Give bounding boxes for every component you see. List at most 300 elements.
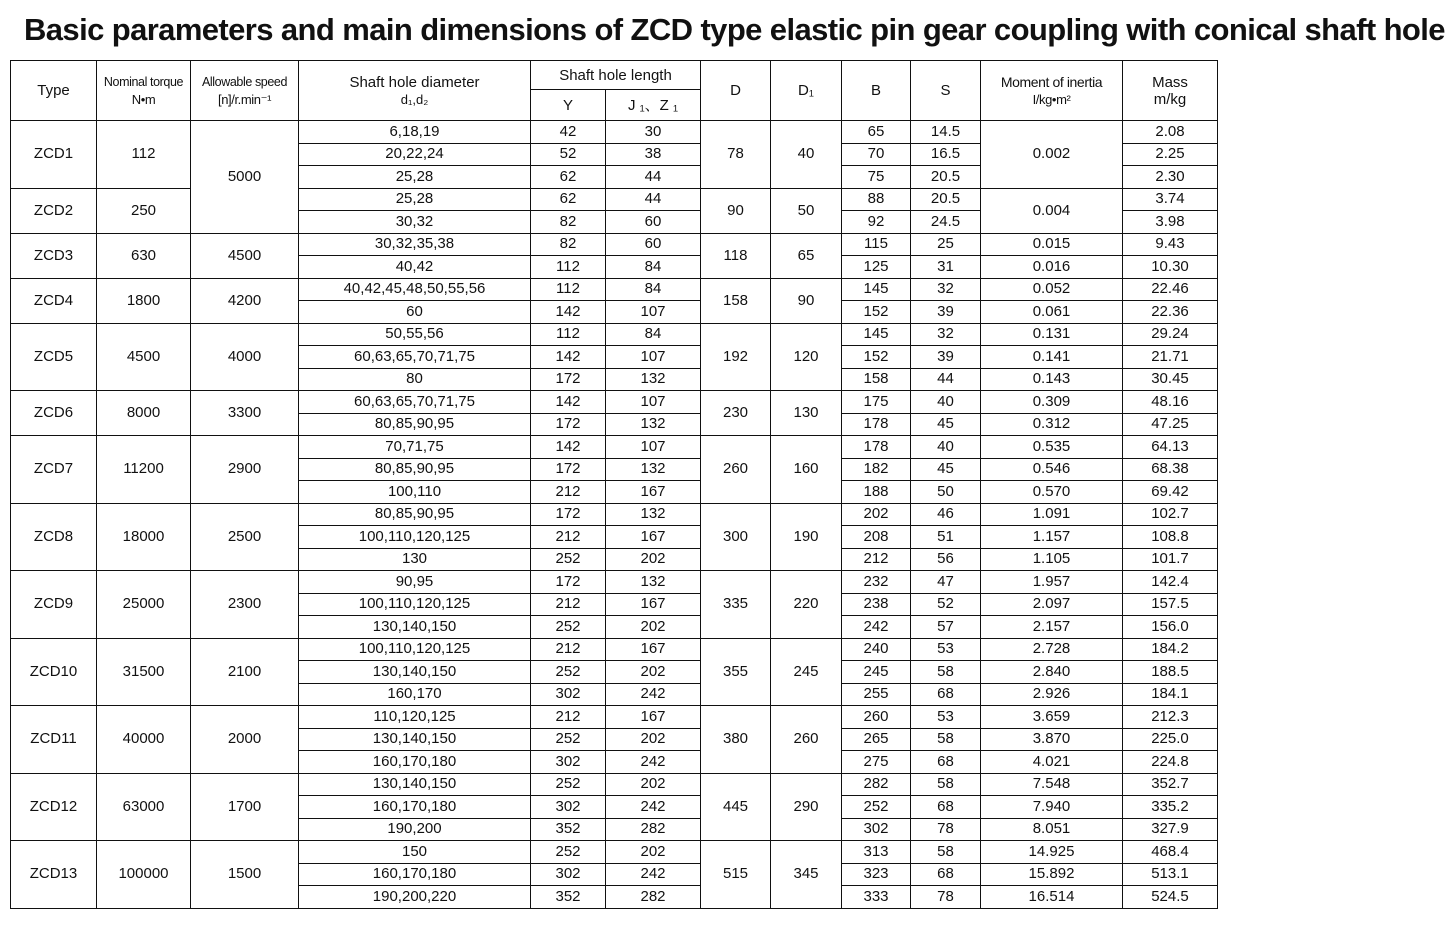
cell-jz: 202 <box>606 841 701 864</box>
cell-d: 60,63,65,70,71,75 <box>299 346 531 369</box>
cell-d1: 40 <box>771 121 842 189</box>
header-mass-unit: m/kg <box>1153 90 1187 108</box>
cell-d: 160,170 <box>299 683 531 706</box>
cell-d: 25,28 <box>299 188 531 211</box>
cell-mass: 30.45 <box>1123 368 1218 391</box>
cell-d: 192 <box>701 323 771 391</box>
cell-d: 118 <box>701 233 771 278</box>
cell-d: 130 <box>299 548 531 571</box>
cell-s: 20.5 <box>911 166 981 189</box>
cell-d: 335 <box>701 571 771 639</box>
cell-mass: 69.42 <box>1123 481 1218 504</box>
cell-y: 112 <box>531 323 606 346</box>
cell-d: 100,110 <box>299 481 531 504</box>
cell-b: 260 <box>842 706 911 729</box>
cell-inertia: 15.892 <box>981 863 1123 886</box>
cell-jz: 107 <box>606 346 701 369</box>
cell-inertia: 0.570 <box>981 481 1123 504</box>
cell-s: 50 <box>911 481 981 504</box>
cell-s: 53 <box>911 706 981 729</box>
cell-mass: 524.5 <box>1123 886 1218 909</box>
cell-y: 302 <box>531 683 606 706</box>
cell-s: 46 <box>911 503 981 526</box>
cell-b: 178 <box>842 436 911 459</box>
cell-torque: 630 <box>97 233 191 278</box>
cell-mass: 9.43 <box>1123 233 1218 256</box>
cell-s: 31 <box>911 256 981 279</box>
cell-speed: 2500 <box>191 503 299 571</box>
cell-b: 125 <box>842 256 911 279</box>
cell-d: 158 <box>701 278 771 323</box>
cell-speed: 1500 <box>191 841 299 909</box>
cell-y: 142 <box>531 436 606 459</box>
cell-s: 78 <box>911 818 981 841</box>
cell-d: 190,200 <box>299 818 531 841</box>
cell-d: 30,32 <box>299 211 531 234</box>
cell-torque: 11200 <box>97 436 191 504</box>
cell-jz: 107 <box>606 301 701 324</box>
table-row <box>11 571 1218 594</box>
cell-d: 80,85,90,95 <box>299 458 531 481</box>
cell-mass: 335.2 <box>1123 796 1218 819</box>
cell-b: 238 <box>842 593 911 616</box>
parameters-table <box>10 60 1218 909</box>
cell-d: 30,32,35,38 <box>299 233 531 256</box>
cell-b: 182 <box>842 458 911 481</box>
cell-d: 380 <box>701 706 771 774</box>
cell-jz: 282 <box>606 818 701 841</box>
cell-d: 50,55,56 <box>299 323 531 346</box>
cell-jz: 84 <box>606 278 701 301</box>
cell-b: 158 <box>842 368 911 391</box>
cell-jz: 242 <box>606 796 701 819</box>
cell-d: 100,110,120,125 <box>299 593 531 616</box>
cell-jz: 242 <box>606 863 701 886</box>
header-S <box>911 61 981 121</box>
cell-type: ZCD1 <box>11 121 97 189</box>
cell-inertia: 0.131 <box>981 323 1123 346</box>
cell-d: 130,140,150 <box>299 773 531 796</box>
cell-y: 252 <box>531 616 606 639</box>
table-row <box>11 233 1218 256</box>
cell-jz: 167 <box>606 638 701 661</box>
cell-y: 252 <box>531 773 606 796</box>
cell-mass: 21.71 <box>1123 346 1218 369</box>
cell-inertia: 4.021 <box>981 751 1123 774</box>
cell-jz: 282 <box>606 886 701 909</box>
header-B <box>842 61 911 121</box>
cell-jz: 60 <box>606 211 701 234</box>
cell-d: 230 <box>701 391 771 436</box>
cell-y: 82 <box>531 211 606 234</box>
cell-y: 212 <box>531 526 606 549</box>
cell-d1: 120 <box>771 323 842 391</box>
cell-d1: 220 <box>771 571 842 639</box>
cell-d: 40,42,45,48,50,55,56 <box>299 278 531 301</box>
cell-s: 45 <box>911 458 981 481</box>
cell-d: 355 <box>701 638 771 706</box>
cell-jz: 132 <box>606 503 701 526</box>
cell-inertia: 0.002 <box>981 121 1123 189</box>
cell-d: 130,140,150 <box>299 728 531 751</box>
cell-mass: 3.98 <box>1123 211 1218 234</box>
cell-jz: 202 <box>606 661 701 684</box>
cell-d: 445 <box>701 773 771 841</box>
header-speed-label: Allowable speed <box>201 74 288 89</box>
header-torque-label: Nominal torque <box>103 74 184 89</box>
cell-jz: 167 <box>606 481 701 504</box>
cell-b: 88 <box>842 188 911 211</box>
cell-inertia: 2.097 <box>981 593 1123 616</box>
cell-y: 172 <box>531 368 606 391</box>
cell-mass: 352.7 <box>1123 773 1218 796</box>
cell-mass: 101.7 <box>1123 548 1218 571</box>
cell-inertia: 2.840 <box>981 661 1123 684</box>
cell-b: 152 <box>842 346 911 369</box>
cell-jz: 167 <box>606 593 701 616</box>
cell-type: ZCD13 <box>11 841 97 909</box>
table-row <box>11 391 1218 414</box>
cell-jz: 107 <box>606 391 701 414</box>
cell-inertia: 14.925 <box>981 841 1123 864</box>
cell-y: 252 <box>531 841 606 864</box>
cell-d1: 50 <box>771 188 842 233</box>
cell-b: 92 <box>842 211 911 234</box>
header-S-label: S <box>940 82 951 99</box>
cell-s: 25 <box>911 233 981 256</box>
cell-type: ZCD3 <box>11 233 97 278</box>
cell-s: 78 <box>911 886 981 909</box>
cell-d1: 245 <box>771 638 842 706</box>
cell-type: ZCD8 <box>11 503 97 571</box>
cell-type: ZCD7 <box>11 436 97 504</box>
header-D-label: D <box>730 82 741 99</box>
cell-y: 112 <box>531 278 606 301</box>
cell-inertia: 0.309 <box>981 391 1123 414</box>
cell-y: 62 <box>531 166 606 189</box>
header-diameter <box>299 61 531 121</box>
cell-inertia: 16.514 <box>981 886 1123 909</box>
cell-jz: 84 <box>606 256 701 279</box>
cell-s: 39 <box>911 301 981 324</box>
cell-b: 202 <box>842 503 911 526</box>
cell-inertia: 2.926 <box>981 683 1123 706</box>
cell-d: 190,200,220 <box>299 886 531 909</box>
cell-s: 53 <box>911 638 981 661</box>
cell-y: 172 <box>531 413 606 436</box>
cell-mass: 468.4 <box>1123 841 1218 864</box>
cell-type: ZCD9 <box>11 571 97 639</box>
cell-y: 302 <box>531 796 606 819</box>
cell-jz: 202 <box>606 728 701 751</box>
header-inertia <box>981 61 1123 121</box>
cell-type: ZCD12 <box>11 773 97 841</box>
cell-mass: 29.24 <box>1123 323 1218 346</box>
cell-s: 44 <box>911 368 981 391</box>
cell-torque: 40000 <box>97 706 191 774</box>
cell-d: 300 <box>701 503 771 571</box>
header-length <box>531 61 701 90</box>
cell-d1: 65 <box>771 233 842 278</box>
cell-torque: 18000 <box>97 503 191 571</box>
cell-y: 112 <box>531 256 606 279</box>
cell-jz: 202 <box>606 548 701 571</box>
cell-y: 142 <box>531 301 606 324</box>
cell-s: 32 <box>911 323 981 346</box>
cell-d: 100,110,120,125 <box>299 638 531 661</box>
cell-jz: 132 <box>606 458 701 481</box>
cell-s: 14.5 <box>911 121 981 144</box>
cell-s: 45 <box>911 413 981 436</box>
cell-s: 68 <box>911 796 981 819</box>
cell-speed: 3300 <box>191 391 299 436</box>
cell-mass: 48.16 <box>1123 391 1218 414</box>
header-Y-label: Y <box>562 96 573 114</box>
cell-jz: 242 <box>606 683 701 706</box>
cell-inertia: 1.091 <box>981 503 1123 526</box>
cell-b: 145 <box>842 278 911 301</box>
header-JZ-label: J ₁、Z ₁ <box>627 96 679 114</box>
cell-b: 188 <box>842 481 911 504</box>
cell-speed: 4500 <box>191 233 299 278</box>
cell-mass: 3.74 <box>1123 188 1218 211</box>
cell-speed: 1700 <box>191 773 299 841</box>
cell-y: 252 <box>531 661 606 684</box>
cell-jz: 30 <box>606 121 701 144</box>
cell-speed: 4000 <box>191 323 299 391</box>
cell-d: 40,42 <box>299 256 531 279</box>
cell-s: 51 <box>911 526 981 549</box>
cell-mass: 108.8 <box>1123 526 1218 549</box>
cell-mass: 188.5 <box>1123 661 1218 684</box>
cell-inertia: 0.016 <box>981 256 1123 279</box>
cell-s: 20.5 <box>911 188 981 211</box>
cell-jz: 84 <box>606 323 701 346</box>
cell-d1: 130 <box>771 391 842 436</box>
cell-s: 40 <box>911 436 981 459</box>
cell-inertia: 0.004 <box>981 188 1123 233</box>
table-row <box>11 638 1218 661</box>
cell-torque: 63000 <box>97 773 191 841</box>
header-mass-label: Mass <box>1152 73 1188 91</box>
cell-d: 60,63,65,70,71,75 <box>299 391 531 414</box>
cell-y: 142 <box>531 391 606 414</box>
cell-type: ZCD4 <box>11 278 97 323</box>
cell-d: 515 <box>701 841 771 909</box>
cell-y: 52 <box>531 143 606 166</box>
cell-mass: 327.9 <box>1123 818 1218 841</box>
cell-s: 32 <box>911 278 981 301</box>
cell-jz: 38 <box>606 143 701 166</box>
table-body <box>11 121 1218 909</box>
header-speed <box>191 61 299 121</box>
cell-b: 212 <box>842 548 911 571</box>
cell-mass: 225.0 <box>1123 728 1218 751</box>
cell-y: 212 <box>531 481 606 504</box>
cell-inertia: 2.157 <box>981 616 1123 639</box>
cell-y: 212 <box>531 638 606 661</box>
cell-d: 20,22,24 <box>299 143 531 166</box>
table-row <box>11 323 1218 346</box>
cell-jz: 132 <box>606 571 701 594</box>
page-title: Basic parameters and main dimensions of ZCD type elastic pin gear coupling with conical shaft hole <box>24 12 1445 47</box>
cell-d: 25,28 <box>299 166 531 189</box>
cell-torque: 250 <box>97 188 191 233</box>
cell-b: 175 <box>842 391 911 414</box>
table-row <box>11 773 1218 796</box>
cell-d1: 260 <box>771 706 842 774</box>
cell-y: 352 <box>531 818 606 841</box>
cell-b: 282 <box>842 773 911 796</box>
cell-s: 57 <box>911 616 981 639</box>
cell-d1: 90 <box>771 278 842 323</box>
cell-mass: 102.7 <box>1123 503 1218 526</box>
cell-speed: 4200 <box>191 278 299 323</box>
header-Y <box>531 90 606 121</box>
cell-b: 145 <box>842 323 911 346</box>
cell-y: 172 <box>531 503 606 526</box>
cell-inertia: 0.061 <box>981 301 1123 324</box>
header-D1 <box>771 61 842 121</box>
cell-s: 58 <box>911 841 981 864</box>
cell-s: 39 <box>911 346 981 369</box>
cell-mass: 22.46 <box>1123 278 1218 301</box>
cell-b: 178 <box>842 413 911 436</box>
cell-d: 160,170,180 <box>299 796 531 819</box>
header-JZ <box>606 90 701 121</box>
cell-y: 252 <box>531 548 606 571</box>
cell-jz: 132 <box>606 413 701 436</box>
cell-speed: 2900 <box>191 436 299 504</box>
cell-b: 255 <box>842 683 911 706</box>
cell-mass: 157.5 <box>1123 593 1218 616</box>
cell-jz: 202 <box>606 773 701 796</box>
cell-s: 68 <box>911 683 981 706</box>
cell-mass: 184.2 <box>1123 638 1218 661</box>
cell-y: 252 <box>531 728 606 751</box>
cell-speed: 2000 <box>191 706 299 774</box>
cell-jz: 202 <box>606 616 701 639</box>
cell-d: 160,170,180 <box>299 751 531 774</box>
cell-jz: 167 <box>606 526 701 549</box>
header-B-label: B <box>870 82 881 99</box>
cell-jz: 60 <box>606 233 701 256</box>
cell-d1: 160 <box>771 436 842 504</box>
cell-jz: 242 <box>606 751 701 774</box>
cell-b: 65 <box>842 121 911 144</box>
cell-inertia: 0.312 <box>981 413 1123 436</box>
cell-inertia: 2.728 <box>981 638 1123 661</box>
cell-mass: 142.4 <box>1123 571 1218 594</box>
cell-inertia: 0.015 <box>981 233 1123 256</box>
cell-type: ZCD10 <box>11 638 97 706</box>
cell-jz: 167 <box>606 706 701 729</box>
cell-inertia: 0.535 <box>981 436 1123 459</box>
cell-s: 58 <box>911 773 981 796</box>
table-row <box>11 841 1218 864</box>
cell-b: 333 <box>842 886 911 909</box>
cell-s: 68 <box>911 863 981 886</box>
cell-s: 40 <box>911 391 981 414</box>
cell-d: 60 <box>299 301 531 324</box>
cell-torque: 4500 <box>97 323 191 391</box>
header-length-label: Shaft hole length <box>559 66 672 84</box>
cell-s: 16.5 <box>911 143 981 166</box>
header-mass <box>1123 61 1218 121</box>
cell-mass: 156.0 <box>1123 616 1218 639</box>
cell-y: 42 <box>531 121 606 144</box>
header-torque <box>97 61 191 121</box>
cell-b: 152 <box>842 301 911 324</box>
cell-d: 110,120,125 <box>299 706 531 729</box>
cell-d: 260 <box>701 436 771 504</box>
cell-speed: 2300 <box>191 571 299 639</box>
cell-d1: 345 <box>771 841 842 909</box>
cell-inertia: 3.870 <box>981 728 1123 751</box>
cell-mass: 10.30 <box>1123 256 1218 279</box>
cell-d: 130,140,150 <box>299 661 531 684</box>
cell-d1: 190 <box>771 503 842 571</box>
cell-d: 80,85,90,95 <box>299 413 531 436</box>
cell-d: 70,71,75 <box>299 436 531 459</box>
cell-y: 302 <box>531 863 606 886</box>
cell-y: 62 <box>531 188 606 211</box>
cell-mass: 513.1 <box>1123 863 1218 886</box>
header-D <box>701 61 771 121</box>
cell-inertia: 3.659 <box>981 706 1123 729</box>
cell-mass: 212.3 <box>1123 706 1218 729</box>
cell-inertia: 1.957 <box>981 571 1123 594</box>
cell-d: 130,140,150 <box>299 616 531 639</box>
cell-jz: 44 <box>606 166 701 189</box>
cell-d: 80,85,90,95 <box>299 503 531 526</box>
cell-d: 150 <box>299 841 531 864</box>
cell-inertia: 8.051 <box>981 818 1123 841</box>
cell-type: ZCD6 <box>11 391 97 436</box>
cell-b: 75 <box>842 166 911 189</box>
cell-b: 240 <box>842 638 911 661</box>
cell-mass: 68.38 <box>1123 458 1218 481</box>
cell-speed: 5000 <box>191 121 299 234</box>
cell-b: 323 <box>842 863 911 886</box>
cell-s: 58 <box>911 728 981 751</box>
cell-b: 252 <box>842 796 911 819</box>
header-type <box>11 61 97 121</box>
table-row <box>11 278 1218 301</box>
cell-torque: 31500 <box>97 638 191 706</box>
cell-y: 82 <box>531 233 606 256</box>
header-diameter-label: Shaft hole diameter <box>349 73 480 91</box>
cell-b: 275 <box>842 751 911 774</box>
cell-b: 70 <box>842 143 911 166</box>
cell-b: 313 <box>842 841 911 864</box>
cell-jz: 107 <box>606 436 701 459</box>
cell-jz: 44 <box>606 188 701 211</box>
cell-mass: 2.08 <box>1123 121 1218 144</box>
table-row <box>11 503 1218 526</box>
cell-jz: 132 <box>606 368 701 391</box>
cell-b: 302 <box>842 818 911 841</box>
cell-b: 232 <box>842 571 911 594</box>
table-row <box>11 121 1218 144</box>
cell-inertia: 0.052 <box>981 278 1123 301</box>
cell-mass: 64.13 <box>1123 436 1218 459</box>
cell-d: 100,110,120,125 <box>299 526 531 549</box>
cell-mass: 47.25 <box>1123 413 1218 436</box>
cell-speed: 2100 <box>191 638 299 706</box>
cell-inertia: 1.105 <box>981 548 1123 571</box>
cell-y: 212 <box>531 706 606 729</box>
